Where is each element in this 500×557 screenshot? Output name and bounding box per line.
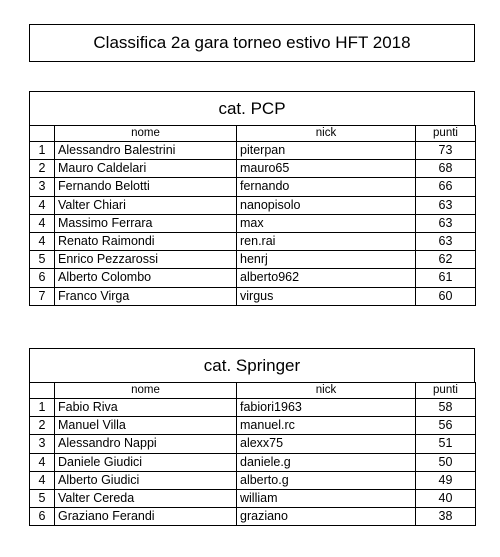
nick-cell: manuel.rc	[237, 417, 416, 435]
name-cell: Alessandro Balestrini	[55, 142, 237, 160]
points-cell: 56	[416, 417, 476, 435]
rank-cell: 1	[30, 399, 55, 417]
nick-cell: alberto962	[237, 269, 416, 287]
table-row	[30, 453, 476, 471]
table-header-row	[30, 126, 476, 142]
rank-cell: 4	[30, 453, 55, 471]
name-cell: Fabio Riva	[55, 399, 237, 417]
nick-cell: ren.rai	[237, 232, 416, 250]
page-title: Classifica 2a gara torneo estivo HFT 2018	[29, 24, 475, 62]
points-cell: 58	[416, 399, 476, 417]
rank-cell: 4	[30, 471, 55, 489]
rank-cell: 3	[30, 178, 55, 196]
name-cell: Valter Chiari	[55, 196, 237, 214]
name-cell: Manuel Villa	[55, 417, 237, 435]
name-cell: Alessandro Nappi	[55, 435, 237, 453]
nick-cell: virgus	[237, 287, 416, 305]
table-row	[30, 435, 476, 453]
nick-cell: nanopisolo	[237, 196, 416, 214]
nick-cell: alberto.g	[237, 471, 416, 489]
table-row	[30, 160, 476, 178]
table-row	[30, 232, 476, 250]
column-header-nick: nick	[237, 126, 416, 142]
rank-cell: 7	[30, 287, 55, 305]
rank-cell: 5	[30, 489, 55, 507]
rank-cell: 3	[30, 435, 55, 453]
table-row	[30, 399, 476, 417]
nick-cell: daniele.g	[237, 453, 416, 471]
rank-cell: 4	[30, 232, 55, 250]
table-row	[30, 214, 476, 232]
rank-cell: 2	[30, 417, 55, 435]
rank-cell: 6	[30, 269, 55, 287]
name-cell: Mauro Caldelari	[55, 160, 237, 178]
ranking-table	[29, 382, 476, 526]
points-cell: 50	[416, 453, 476, 471]
rank-cell: 5	[30, 251, 55, 269]
nick-cell: william	[237, 489, 416, 507]
table-row	[30, 178, 476, 196]
points-cell: 63	[416, 214, 476, 232]
table-row	[30, 471, 476, 489]
nick-cell: henrj	[237, 251, 416, 269]
points-cell: 63	[416, 196, 476, 214]
points-cell: 51	[416, 435, 476, 453]
points-cell: 66	[416, 178, 476, 196]
nick-cell: fabiori1963	[237, 399, 416, 417]
name-cell: Alberto Giudici	[55, 471, 237, 489]
rank-cell: 1	[30, 142, 55, 160]
column-header-nick: nick	[237, 383, 416, 399]
nick-cell: alexx75	[237, 435, 416, 453]
table-header-row	[30, 383, 476, 399]
nick-cell: piterpan	[237, 142, 416, 160]
points-cell: 63	[416, 232, 476, 250]
table-row	[30, 269, 476, 287]
points-cell: 38	[416, 508, 476, 526]
rank-cell: 4	[30, 196, 55, 214]
table-row	[30, 508, 476, 526]
table-row	[30, 142, 476, 160]
column-header-punti: punti	[416, 383, 476, 399]
table-row	[30, 489, 476, 507]
category-title: cat. Springer	[29, 348, 475, 382]
name-cell: Graziano Ferandi	[55, 508, 237, 526]
name-cell: Valter Cereda	[55, 489, 237, 507]
nick-cell: mauro65	[237, 160, 416, 178]
ranking-table	[29, 125, 476, 306]
points-cell: 40	[416, 489, 476, 507]
nick-cell: fernando	[237, 178, 416, 196]
rank-cell: 4	[30, 214, 55, 232]
column-header-rank	[30, 126, 55, 142]
points-cell: 62	[416, 251, 476, 269]
points-cell: 60	[416, 287, 476, 305]
nick-cell: max	[237, 214, 416, 232]
column-header-punti: punti	[416, 126, 476, 142]
points-cell: 61	[416, 269, 476, 287]
name-cell: Massimo Ferrara	[55, 214, 237, 232]
category-title: cat. PCP	[29, 91, 475, 125]
name-cell: Franco Virga	[55, 287, 237, 305]
name-cell: Renato Raimondi	[55, 232, 237, 250]
table-row	[30, 417, 476, 435]
column-header-nome: nome	[55, 383, 237, 399]
points-cell: 73	[416, 142, 476, 160]
table-row	[30, 287, 476, 305]
table-row	[30, 196, 476, 214]
name-cell: Daniele Giudici	[55, 453, 237, 471]
column-header-nome: nome	[55, 126, 237, 142]
table-row	[30, 251, 476, 269]
category-block-springer	[29, 348, 475, 526]
column-header-rank	[30, 383, 55, 399]
rank-cell: 6	[30, 508, 55, 526]
points-cell: 49	[416, 471, 476, 489]
name-cell: Fernando Belotti	[55, 178, 237, 196]
points-cell: 68	[416, 160, 476, 178]
category-block-pcp	[29, 91, 475, 306]
nick-cell: graziano	[237, 508, 416, 526]
name-cell: Enrico Pezzarossi	[55, 251, 237, 269]
rank-cell: 2	[30, 160, 55, 178]
name-cell: Alberto Colombo	[55, 269, 237, 287]
